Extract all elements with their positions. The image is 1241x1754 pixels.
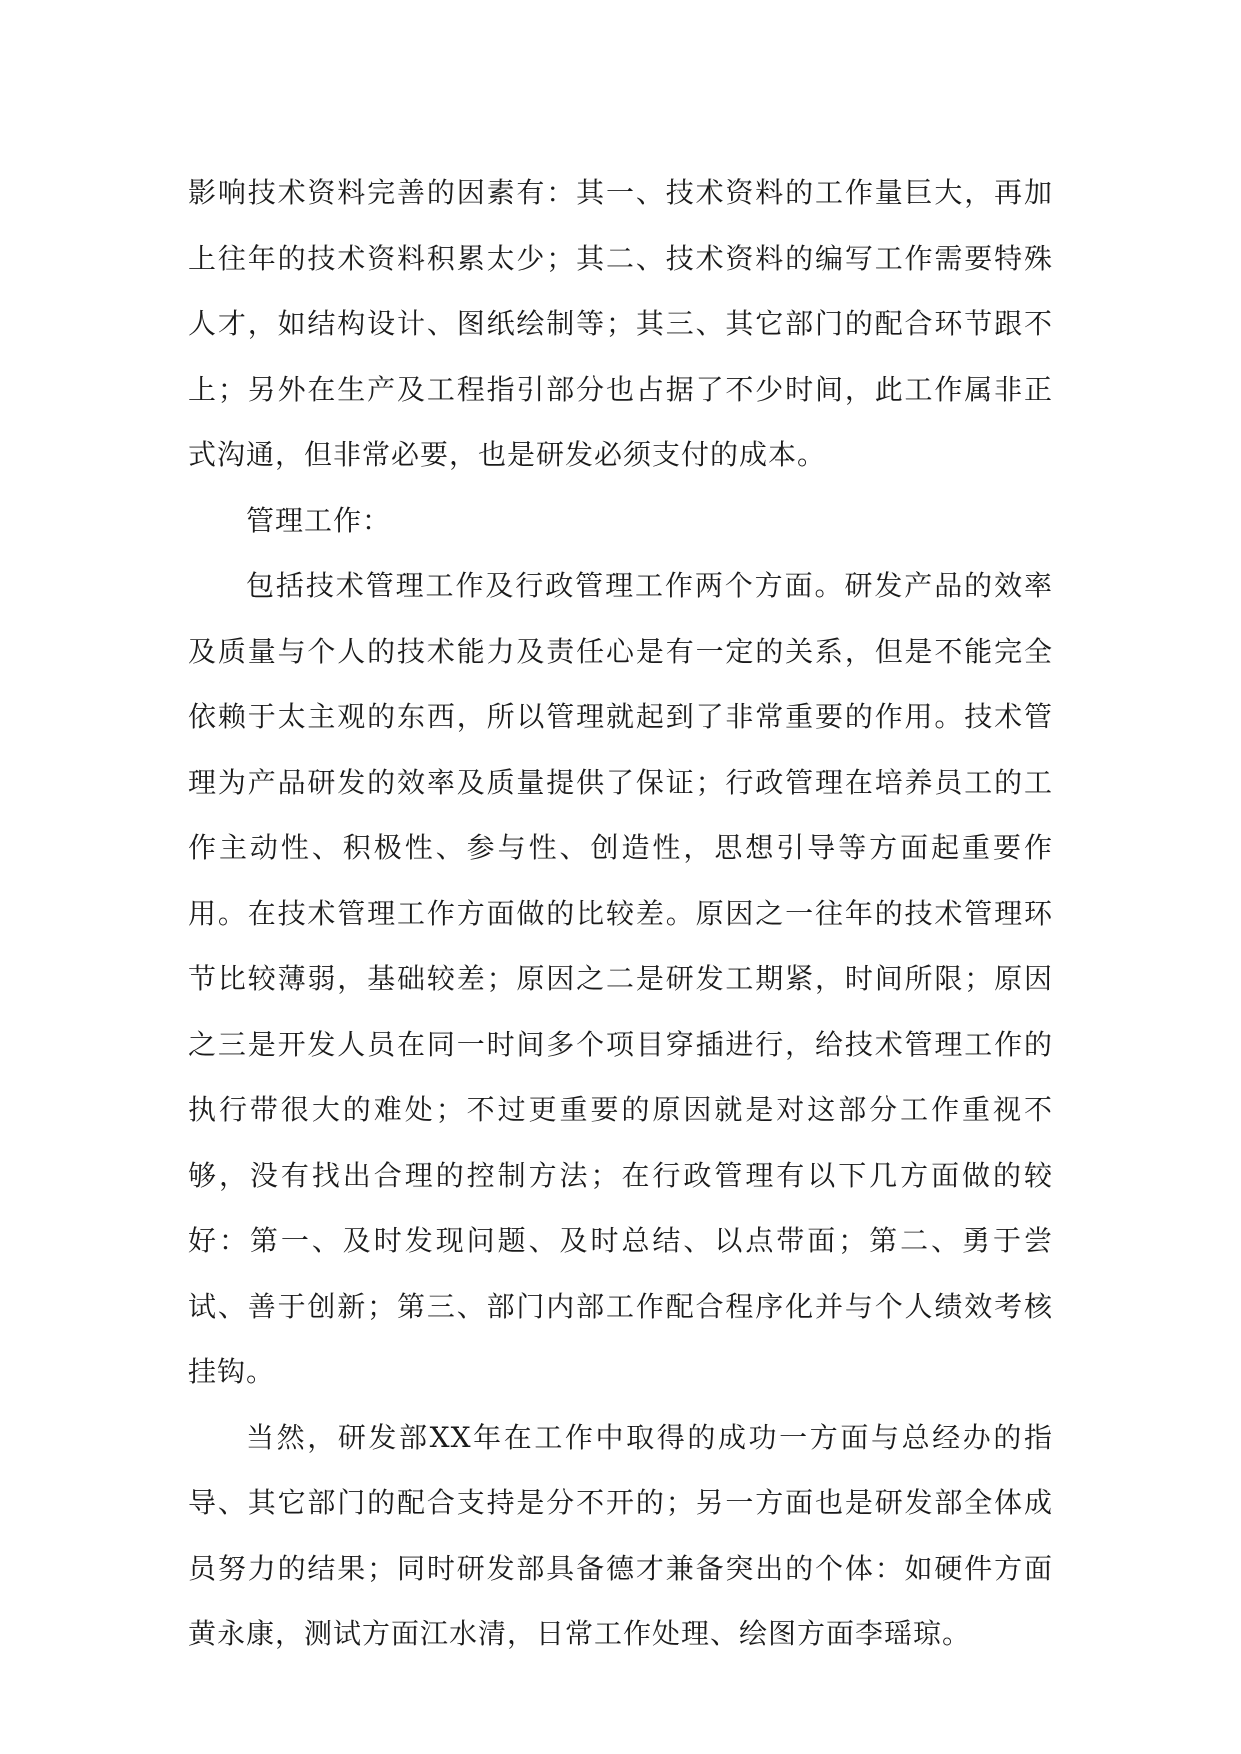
paragraph-management-body: 包括技术管理工作及行政管理工作两个方面。研发产品的效率及质量与个人的技术能力及责任心是有一定的关系，但是不能完全依赖于太主观的东西，所以管理就起到了非常重要的作用。技术管理为产品研发的效率及质量提供了保证；行政管理在培养员工的工作主动性、积极性、参与性、创造性，思想引导等方面起重要作用。在技术管理工作方面做的比较差。原因之一往年的技术管理环节比较薄弱，基础较差；原因之二是研发工期紧，时间所限；原因之三是开发人员在同一时间多个项目穿插进行，给技术管理工作的执行带很大的难处；不过更重要的原因就是对这部分工作重视不够，没有找出合理的控制方法；在行政管理有以下几方面做的较好：第一、及时发现问题、及时总结、以点带面；第二、勇于尝试、善于创新；第三、部门内部工作配合程序化并与个人绩效考核挂钩。 [188,569,1053,1388]
section-heading-management: 管理工作： [246,503,392,537]
paragraph-technical-docs-factors: 影响技术资料完善的因素有：其一、技术资料的工作量巨大，再加上往年的技术资料积累太少；其二、技术资料的编写工作需要特殊人才，如结构设计、图纸绘制等；其三、其它部门的配合环节跟不上；另外在生产及工程指引部分也占据了不少时间，此工作属非正式沟通，但非常必要，也是研发必须支付的成本。 [188,176,1053,471]
document-body [188,160,1053,1667]
paragraph-conclusion: 当然，研发部XX年在工作中取得的成功一方面与总经办的指导、其它部门的配合支持是分不开的；另一方面也是研发部全体成员努力的结果；同时研发部具备德才兼备突出的个体：如硬件方面黄永康，测试方面江水清，日常工作处理、绘图方面李瑶琼。 [188,1420,1053,1650]
